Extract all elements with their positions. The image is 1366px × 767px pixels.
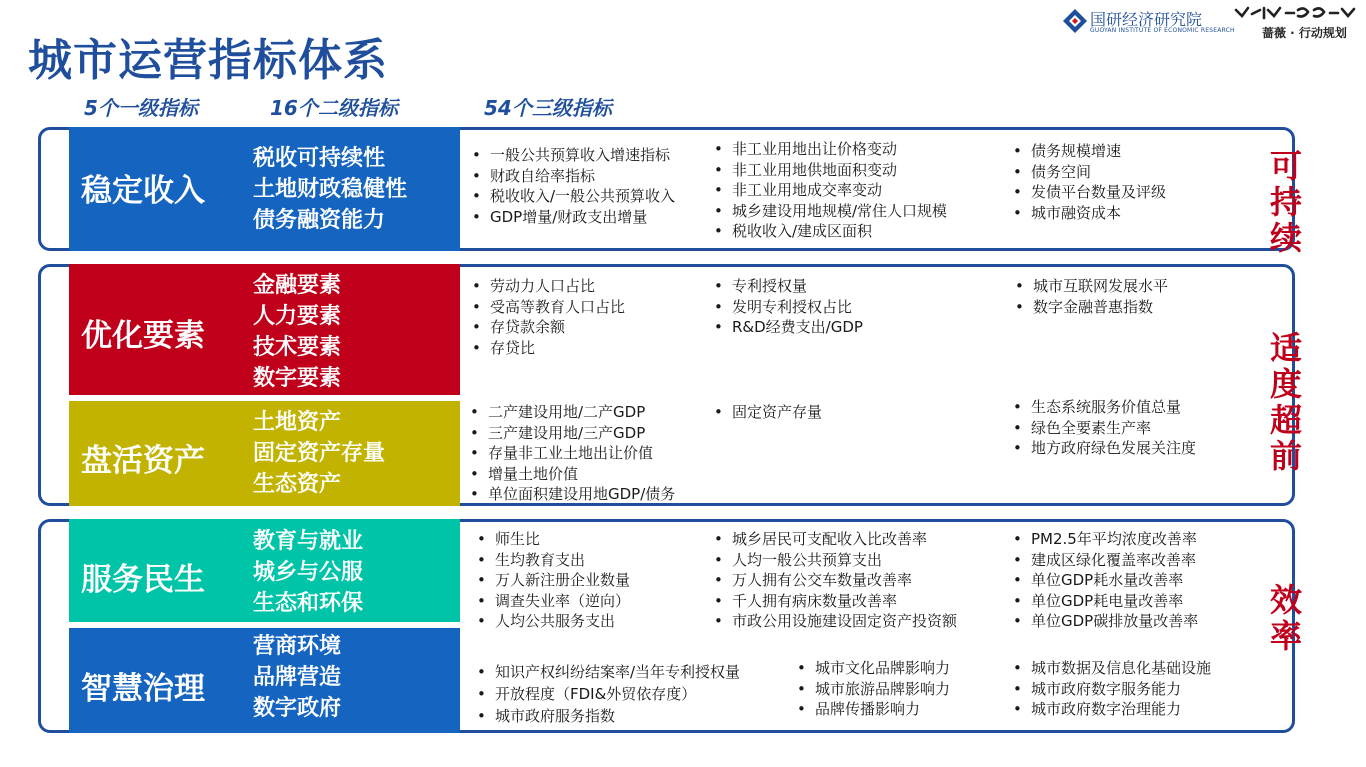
category-name: 优化要素 xyxy=(81,318,205,354)
list-item: • 人均一般公共预算支出 xyxy=(712,550,957,571)
list-item: • 单位GDP耗电量改善率 xyxy=(1011,591,1198,612)
list-item: • 城市政府服务指数 xyxy=(475,705,740,727)
side-label-char: 前 xyxy=(1269,437,1302,475)
list-item: • 劳动力人口占比 xyxy=(470,276,625,297)
sub-indicators xyxy=(253,526,363,619)
brand-signature-icon xyxy=(1234,4,1358,22)
level-1-header: 5个一级指标 xyxy=(84,96,198,120)
list-item: • 单位GDP耗水量改善率 xyxy=(1011,570,1198,591)
sub-indicator: 金融要素 xyxy=(253,273,342,298)
list-item: • 固定资产存量 xyxy=(712,402,822,423)
indicator-list xyxy=(475,661,740,727)
indicator-list xyxy=(712,139,947,242)
list-item: • 开放程度（FDI&外贸依存度） xyxy=(475,683,740,705)
list-item: • 城乡居民可支配收入比改善率 xyxy=(712,529,957,550)
indicator-list xyxy=(795,658,950,720)
side-label-char: 度 xyxy=(1269,365,1302,403)
sub-indicators xyxy=(253,631,341,724)
side-label-char: 率 xyxy=(1269,617,1302,655)
list-item: • 非工业用地出让价格变动 xyxy=(712,139,947,160)
list-item: • 生均教育支出 xyxy=(475,550,630,571)
category-service-livelihood xyxy=(69,519,460,622)
category-smart-governance xyxy=(69,628,460,733)
list-item: • 城市政府数字治理能力 xyxy=(1011,699,1211,720)
list-item: • 城市政府数字服务能力 xyxy=(1011,679,1211,700)
side-label-efficiency xyxy=(1264,582,1308,654)
list-item: • 财政自给率指标 xyxy=(470,166,675,187)
indicator-list xyxy=(470,145,675,227)
list-item: • 债务空间 xyxy=(1011,162,1166,183)
list-item: • 千人拥有病床数量改善率 xyxy=(712,591,957,612)
list-item: • 税收收入/一般公共预算收入 xyxy=(470,186,675,207)
indicator-list xyxy=(712,529,957,632)
list-item: • 一般公共预算收入增速指标 xyxy=(470,145,675,166)
list-item: • PM2.5年平均浓度改善率 xyxy=(1011,529,1198,550)
list-item: • 建成区绿化覆盖率改善率 xyxy=(1011,550,1198,571)
brand-logo xyxy=(1234,4,1360,40)
sub-indicator: 固定资产存量 xyxy=(253,441,386,466)
list-item: • 城市旅游品牌影响力 xyxy=(795,679,950,700)
sub-indicator: 税收可持续性 xyxy=(253,146,386,171)
sub-indicator: 技术要素 xyxy=(253,335,342,360)
side-label-char: 适 xyxy=(1269,329,1302,367)
list-item: • GDP增量/财政支出增量 xyxy=(470,207,675,228)
list-item: • 调查失业率（逆向） xyxy=(475,591,630,612)
list-item: • 市政公用设施建设固定资产投资额 xyxy=(712,611,957,632)
sub-indicator: 生态资产 xyxy=(253,472,342,497)
list-item: • 师生比 xyxy=(475,529,630,550)
list-item: • 绿色全要素生产率 xyxy=(1011,418,1196,439)
level-2-header: 16个二级指标 xyxy=(270,96,398,120)
list-item: • 地方政府绿色发展关注度 xyxy=(1011,438,1196,459)
side-label-char: 超 xyxy=(1269,401,1302,439)
indicator-list xyxy=(1011,529,1198,632)
level-3-header: 54个三级指标 xyxy=(484,96,612,120)
indicator-list xyxy=(1011,397,1196,459)
category-name: 服务民生 xyxy=(81,562,205,598)
indicator-list xyxy=(1011,658,1211,720)
sub-indicator: 教育与就业 xyxy=(253,529,364,554)
indicator-list xyxy=(470,276,625,358)
sub-indicator: 土地财政稳健性 xyxy=(253,177,408,202)
page-title: 城市运营指标体系 xyxy=(28,35,388,86)
sub-indicators xyxy=(253,143,407,236)
institute-logo xyxy=(1062,6,1235,38)
sub-indicator: 数字要素 xyxy=(253,366,342,391)
list-item: • 生态系统服务价值总量 xyxy=(1011,397,1196,418)
indicator-list xyxy=(1013,276,1168,317)
sub-indicator: 债务融资能力 xyxy=(253,208,386,233)
sub-indicators xyxy=(253,270,341,394)
list-item: • 城市互联网发展水平 xyxy=(1013,276,1168,297)
sub-indicator: 数字政府 xyxy=(253,696,342,721)
list-item: • 人均公共服务支出 xyxy=(475,611,630,632)
institute-subtitle: GUOYAN INSTITUTE OF ECONOMIC RESEARCH xyxy=(1090,27,1235,34)
sub-indicator: 城乡与公服 xyxy=(253,560,364,585)
indicator-list xyxy=(468,402,675,505)
sub-indicator: 生态和环保 xyxy=(253,591,364,616)
sub-indicator: 人力要素 xyxy=(253,304,342,329)
list-item: • 非工业用地成交率变动 xyxy=(712,180,947,201)
brand-tagline: 蔷薇 · 行动规划 xyxy=(1262,26,1347,40)
institute-name: 国研经济研究院 xyxy=(1090,10,1203,29)
list-item: • R&D经费支出/GDP xyxy=(712,317,863,338)
side-label-char: 持 xyxy=(1269,183,1302,221)
list-item: • 品牌传播影响力 xyxy=(795,699,950,720)
list-item: • 数字金融普惠指数 xyxy=(1013,297,1168,318)
side-label-sustainable xyxy=(1264,148,1308,256)
list-item: • 知识产权纠纷结案率/当年专利授权量 xyxy=(475,661,740,683)
list-item: • 非工业用地供地面积变动 xyxy=(712,160,947,181)
list-item: • 城市文化品牌影响力 xyxy=(795,658,950,679)
category-stable-income xyxy=(69,127,460,251)
list-item: • 受高等教育人口占比 xyxy=(470,297,625,318)
category-name: 智慧治理 xyxy=(81,671,205,707)
list-item: • 存贷比 xyxy=(470,338,625,359)
list-item: • 二产建设用地/二产GDP xyxy=(468,402,675,423)
institute-emblem-icon xyxy=(1062,8,1088,34)
list-item: • 增量土地价值 xyxy=(468,464,675,485)
list-item: • 存量非工业土地出让价值 xyxy=(468,443,675,464)
list-item: • 税收收入/建成区面积 xyxy=(712,221,947,242)
list-item: • 城乡建设用地规模/常住人口规模 xyxy=(712,201,947,222)
indicator-list xyxy=(712,402,822,423)
list-item: • 城市融资成本 xyxy=(1011,203,1166,224)
list-item: • 城市数据及信息化基础设施 xyxy=(1011,658,1211,679)
list-item: • 债务规模增速 xyxy=(1011,141,1166,162)
list-item: • 发明专利授权占比 xyxy=(712,297,863,318)
side-label-char: 可 xyxy=(1269,147,1302,185)
category-name: 盘活资产 xyxy=(81,443,205,479)
list-item: • 万人拥有公交车数量改善率 xyxy=(712,570,957,591)
indicator-list xyxy=(475,529,630,632)
list-item: • 三产建设用地/三产GDP xyxy=(468,423,675,444)
list-item: • 发债平台数量及评级 xyxy=(1011,182,1166,203)
sub-indicator: 品牌营造 xyxy=(253,665,342,690)
list-item: • 专利授权量 xyxy=(712,276,863,297)
side-label-char: 续 xyxy=(1269,219,1302,257)
sub-indicators xyxy=(253,407,385,500)
sub-indicator: 营商环境 xyxy=(253,634,342,659)
category-revitalize-assets xyxy=(69,401,460,506)
indicator-list xyxy=(712,276,863,338)
sub-indicator: 土地资产 xyxy=(253,410,342,435)
list-item: • 存贷款余额 xyxy=(470,317,625,338)
indicator-list xyxy=(1011,141,1166,223)
list-item: • 单位面积建设用地GDP/债务 xyxy=(468,484,675,505)
side-label-moderately-ahead xyxy=(1264,330,1308,474)
category-name: 稳定收入 xyxy=(81,173,205,209)
side-label-char: 效 xyxy=(1269,581,1302,619)
category-optimize-factors xyxy=(69,264,460,395)
list-item: • 单位GDP碳排放量改善率 xyxy=(1011,611,1198,632)
list-item: • 万人新注册企业数量 xyxy=(475,570,630,591)
